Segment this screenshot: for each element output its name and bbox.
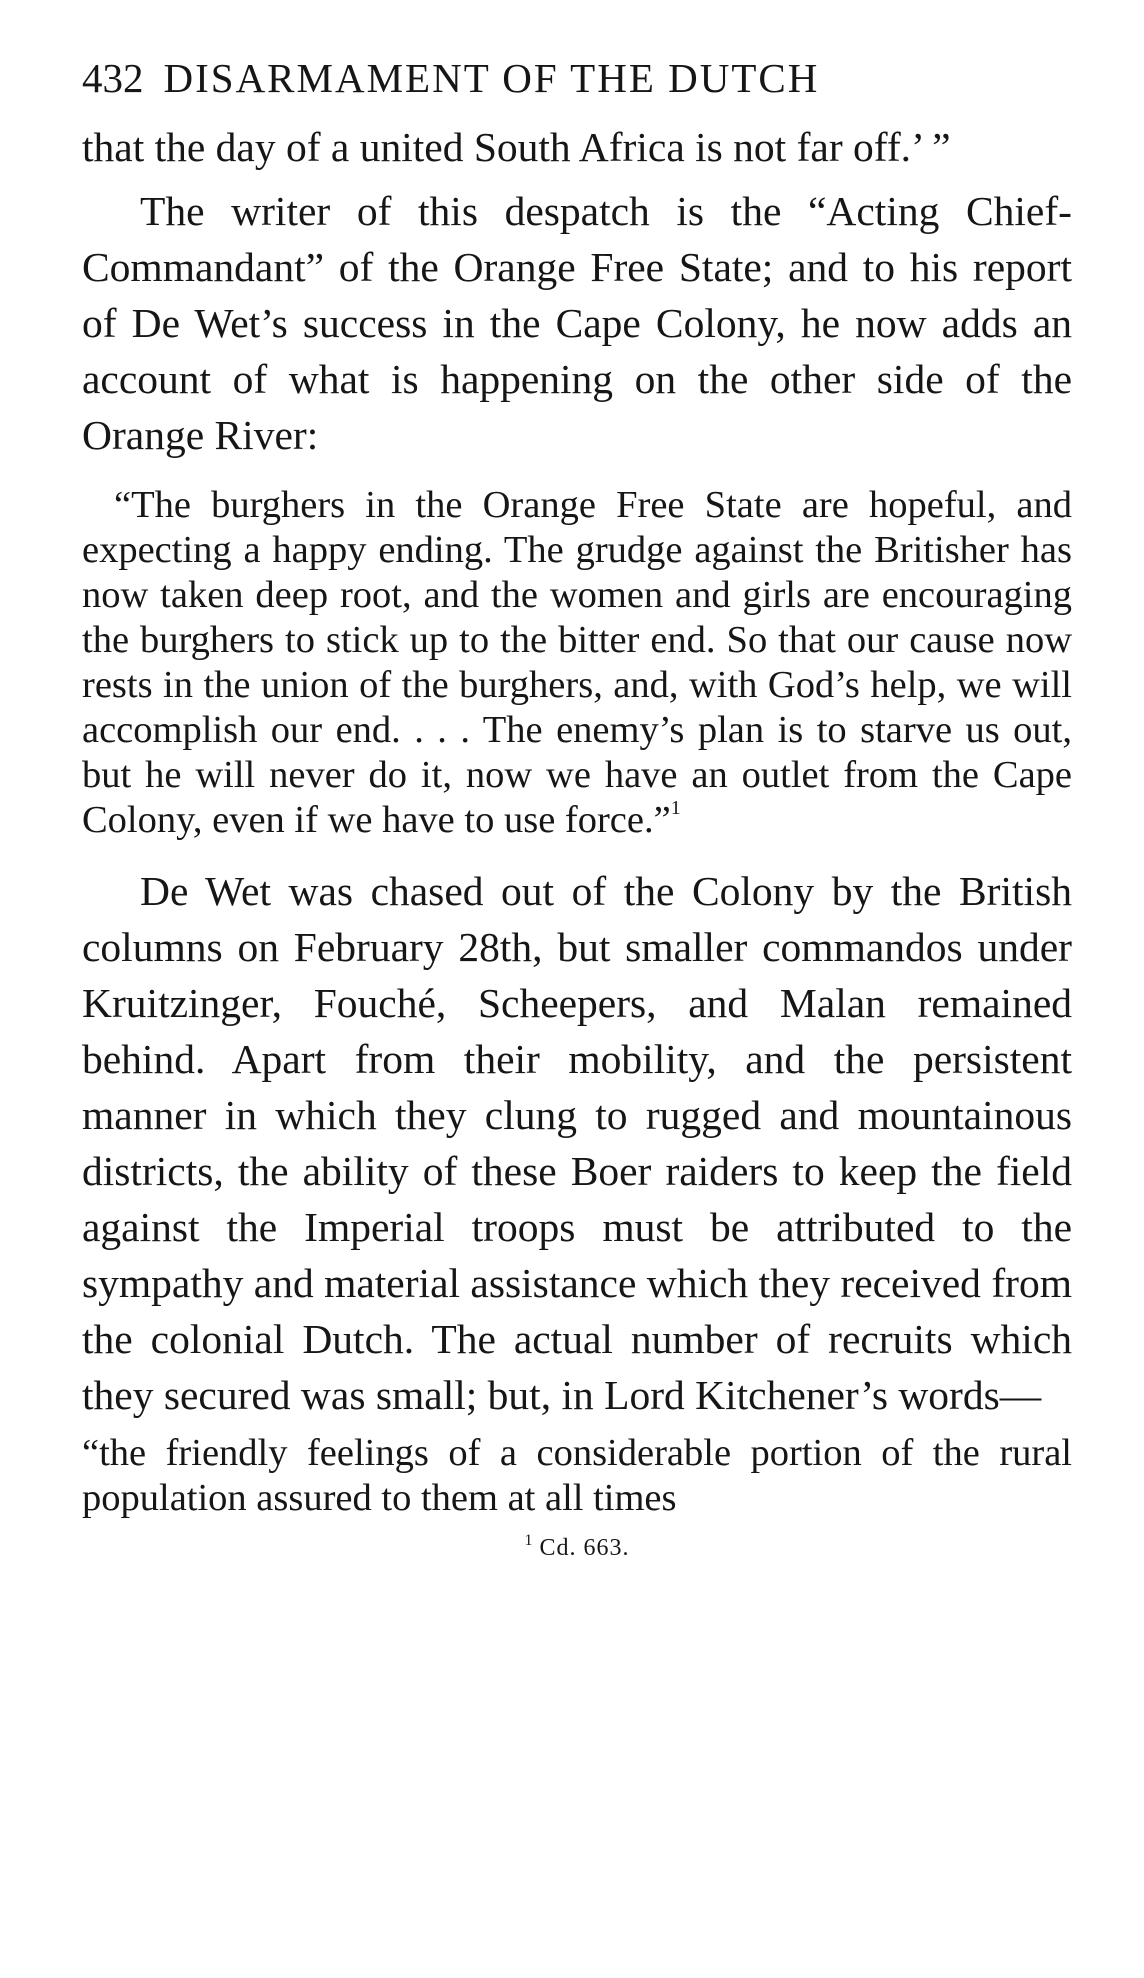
footnote-text: Cd. 663. (539, 1535, 630, 1561)
footnote-mark: 1 (524, 1532, 534, 1549)
running-header (82, 55, 1072, 101)
block-quote-burghers (82, 483, 1072, 843)
footnote (82, 1532, 1072, 1562)
paragraph-acting-chief-commandant: The writer of this despatch is the “Acting Chief-Commandant” of the Orange Free State; and to his report of De Wet’s success in the Cape Colony, he now adds an account of what is happening on the other side of the Orange River: (82, 188, 1072, 458)
paragraph-continuation: that the day of a united South Africa is not far off.’ ” (82, 124, 951, 170)
page-number: 432 (82, 55, 144, 101)
footnote-reference: 1 (670, 797, 681, 819)
book-page (82, 55, 1072, 1562)
running-title: DISARMAMENT OF THE DUTCH (163, 55, 820, 101)
block-quote-kitchener: “the friendly feelings of a considerable portion of the rural population assured to them at all times (82, 1432, 1072, 1519)
paragraph-de-wet-chased: De Wet was chased out of the Colony by the British columns on February 28th, but smaller commandos under Kruitzinger, Fouché, Scheepers, and Malan remained behind. Apart from their mobility, and the persistent manner in which they clung to rugged and mountainous districts, the ability of these Boer raiders to keep the field against the Imperial troops must be attributed to the sympathy and material assistance which they received from the colonial Dutch. The actual number of recruits which they secured was small; but, in Lord Kitchener’s words— (82, 868, 1072, 1418)
block-quote-burghers-text: “The burghers in the Orange Free State are hopeful, and expecting a happy ending. The grudge against the Britisher has now taken deep root, and the women and girls are encouraging the burghers to stick up to the bitter end. So that our cause now rests in the union of the burghers, and, with God’s help, we will accomplish our end. . . . The enemy’s plan is to starve us out, but he will never do it, now we have an outlet from the Cape Colony, even if we have to use force.” (82, 484, 1072, 841)
